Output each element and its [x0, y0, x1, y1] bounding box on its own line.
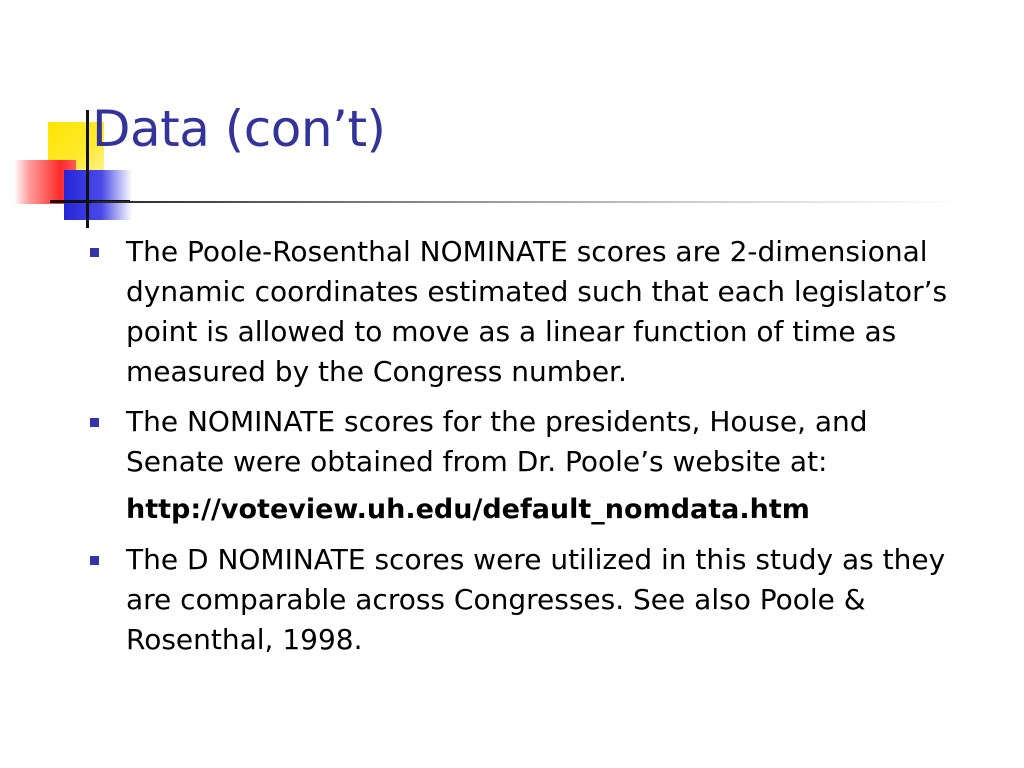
- bullet-item: [88, 540, 948, 660]
- bullet-item: [88, 232, 948, 392]
- decor-blue-square: [64, 170, 132, 220]
- slide-body: [88, 232, 948, 670]
- decor-vertical-line: [86, 110, 89, 228]
- bullet-text: The D NOMINATE scores were utilized in this study as they are comparable across Congresses. See also Poole & Rosenthal, 1998.: [126, 543, 946, 656]
- bullet-text: The NOMINATE scores for the presidents, House, and Senate were obtained from Dr. Poole’s website at:: [126, 405, 868, 478]
- bullet-square-icon: [90, 248, 99, 257]
- website-url: http://voteview.uh.edu/default_nomdata.htm: [126, 494, 810, 525]
- bullet-text: The Poole-Rosenthal NOMINATE scores are 2-dimensional dynamic coordinates estimated such that each legislator’s point is allowed to move as a linear function of time as measured by the Congress number.: [126, 235, 948, 388]
- slide-title: Data (con’t): [92, 100, 386, 158]
- bullet-item: [88, 402, 948, 482]
- title-underline: [92, 201, 962, 203]
- bullet-square-icon: [90, 418, 99, 427]
- bullet-square-icon: [90, 556, 99, 565]
